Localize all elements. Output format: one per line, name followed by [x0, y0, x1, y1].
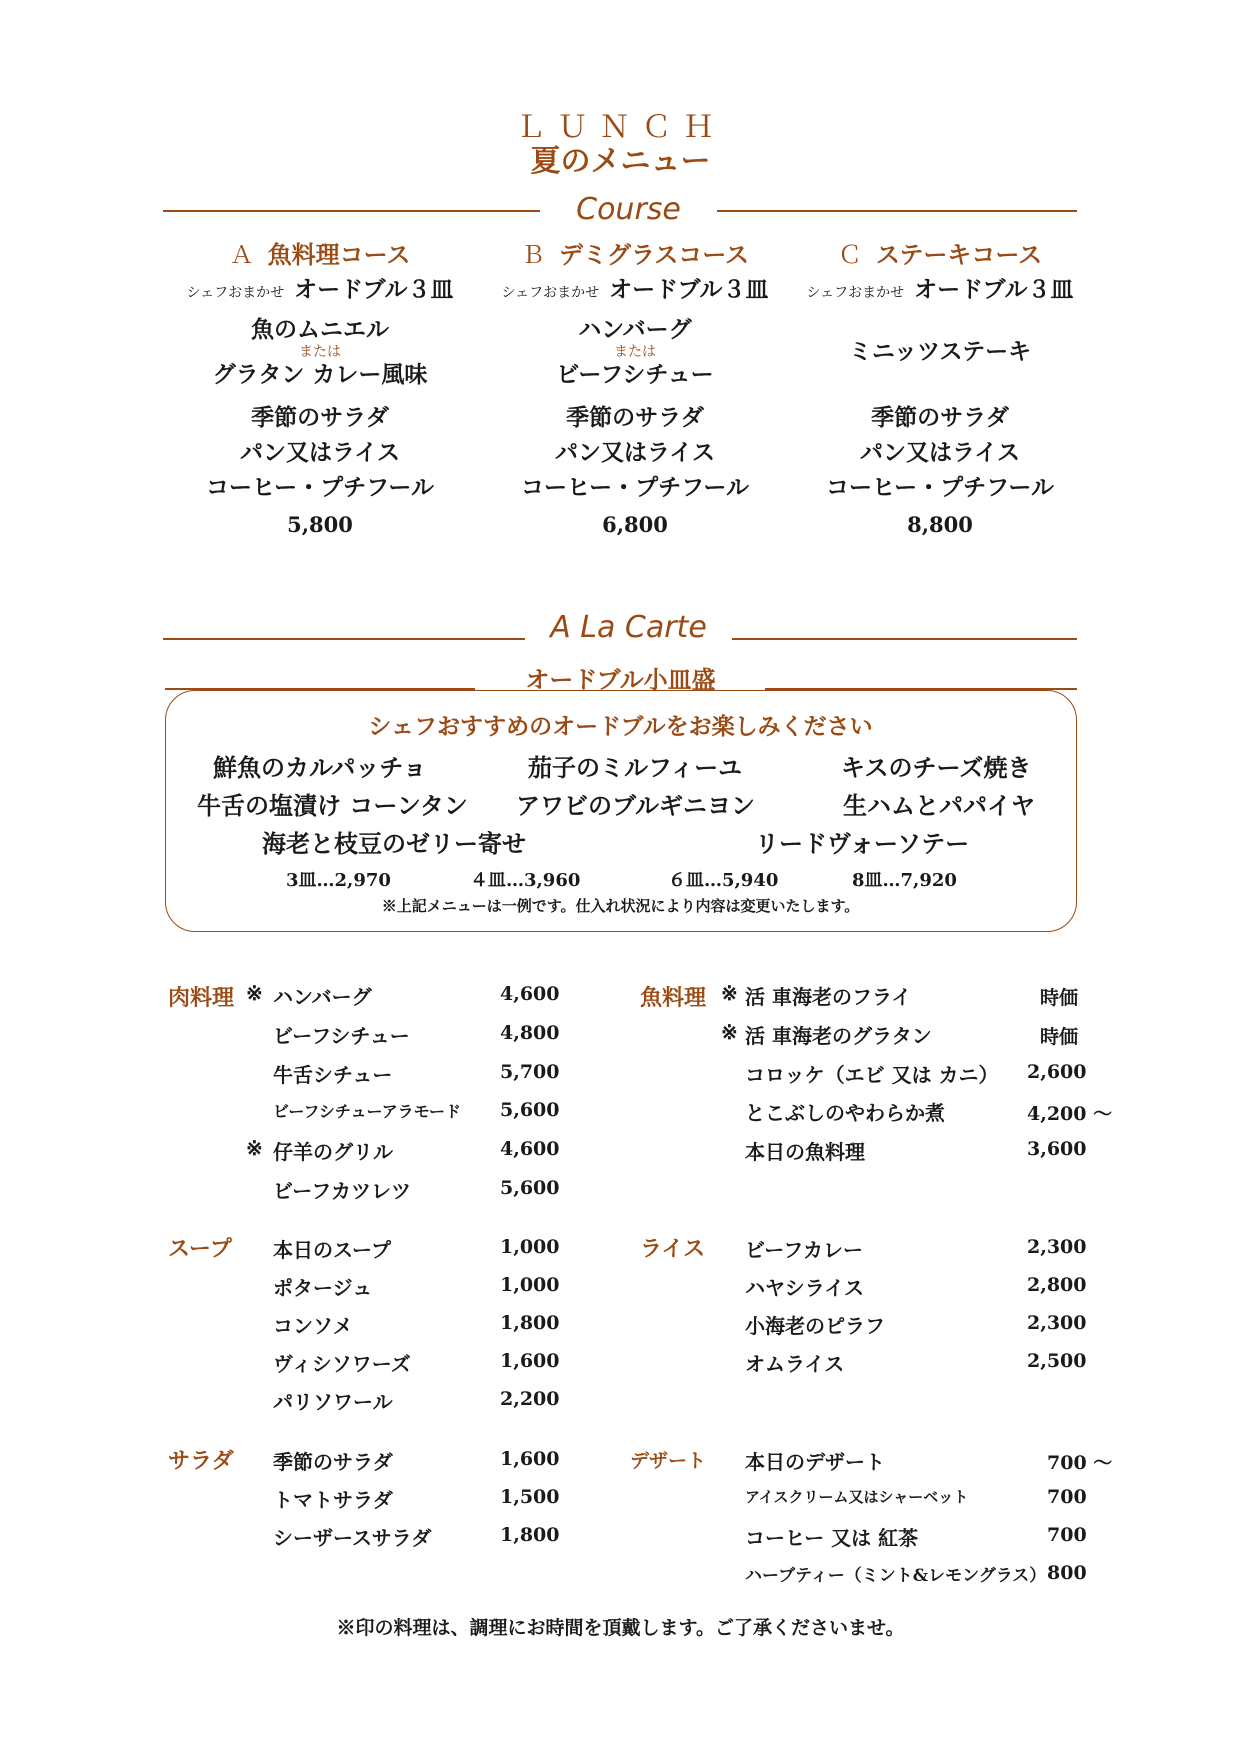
course-salad: 季節のサラダ [871, 404, 1009, 431]
course-coffee: コーヒー・プチフール [206, 474, 434, 501]
note-mark: ※ [246, 981, 263, 1005]
menu-item-name: 小海老のピラフ [745, 1314, 885, 1338]
hors-oeuvre-price: ６皿…5,940 [668, 870, 779, 891]
menu-item-name: ビーフシチュー [273, 1024, 410, 1048]
menu-item-name: アイスクリーム又はシャーベット [745, 1488, 969, 1506]
menu-item-price: 700 ～ [1047, 1452, 1113, 1474]
title-japanese: 夏のメニュー [530, 144, 711, 179]
course-letter: Ｂ [520, 241, 545, 269]
note-mark: ※ [721, 1020, 738, 1044]
menu-item-name: 本日の魚料理 [745, 1140, 865, 1164]
menu-item-name: パリソワール [273, 1390, 393, 1414]
menu-item-name: とこぶしのやわらか煮 [745, 1101, 945, 1125]
menu-item-price: 1,000 [500, 1236, 560, 1258]
main-option-1: 魚のムニエル [251, 315, 389, 343]
menu-item-price: 800 [1047, 1562, 1087, 1584]
category-meat: 肉料理 [168, 985, 235, 1011]
hors-oeuvre-title: オードブル小皿盛 [525, 665, 716, 694]
course-heading [475, 235, 795, 271]
course-hors-oeuvre [475, 271, 795, 305]
course-main-choice [780, 305, 1100, 399]
main-option-1: ミニッツステーキ [848, 338, 1032, 366]
menu-item-price: 5,600 [500, 1099, 560, 1121]
menu-item-price: 2,200 [500, 1388, 560, 1410]
course-hors-oeuvre [780, 271, 1100, 305]
hors-oeuvre-dish: 生ハムとパパイヤ [843, 791, 1035, 820]
chef-choice-label: シェフおまかせ [501, 285, 600, 301]
menu-item-name: 活 車海老のフライ [745, 985, 912, 1009]
menu-item-name: ビーフカレー [745, 1238, 863, 1262]
menu-item-name: 本日のデザート [745, 1450, 885, 1474]
menu-item-name: シーザースサラダ [273, 1526, 432, 1550]
hors-oeuvre-note: ※上記メニューは一例です。仕入れ状況により内容は変更いたします。 [381, 897, 860, 915]
menu-item-name: コンソメ [273, 1314, 353, 1338]
menu-item-price: 5,700 [500, 1061, 560, 1083]
menu-item-name: コーヒー 又は 紅茶 [745, 1526, 919, 1550]
menu-item-name: 仔羊のグリル [273, 1140, 393, 1164]
menu-item-name: トマトサラダ [273, 1488, 393, 1512]
menu-item-name: 牛舌シチュー [273, 1063, 393, 1087]
menu-item-price: 2,600 [1027, 1061, 1087, 1083]
hors-oeuvre-dish: キスのチーズ焼き [841, 753, 1032, 782]
main-option-2: グラタン カレー風味 [212, 361, 428, 388]
chef-choice-label: シェフおまかせ [806, 285, 905, 301]
course-column-a [160, 235, 480, 537]
menu-item-price: 1,600 [500, 1448, 560, 1470]
menu-item-name: ビーフカツレツ [273, 1179, 411, 1203]
menu-item-price: 1,800 [500, 1312, 560, 1334]
chef-choice-label: シェフおまかせ [186, 285, 285, 301]
hors-oeuvre-dish: 牛舌の塩漬け コーンタン [197, 791, 468, 820]
or-label: または [614, 344, 656, 360]
menu-item-name: ビーフシチューアラモード [273, 1102, 462, 1121]
hors-oeuvre-dish: リードヴォーソテー [755, 829, 970, 858]
hors-oeuvre-price: 8皿…7,920 [852, 870, 957, 891]
main-option-1: ハンバーグ [578, 315, 692, 343]
course-name: ステーキコース [875, 240, 1043, 269]
course-heading [780, 235, 1100, 271]
course-name: デミグラスコース [558, 240, 750, 269]
course-column-b [475, 235, 795, 537]
course-price: 5,800 [287, 512, 353, 537]
menu-item-price: 4,600 [500, 983, 560, 1005]
course-coffee: コーヒー・プチフール [521, 474, 749, 501]
hors-oeuvre-price: 3皿…2,970 [286, 870, 391, 891]
hors-oeuvre-dish: 鮮魚のカルパッチョ [213, 753, 427, 782]
section-heading-course: Course [576, 192, 681, 227]
menu-item-price: 5,600 [500, 1177, 560, 1199]
hors-oeuvre-dish: 海老と枝豆のゼリー寄せ [262, 829, 526, 858]
menu-item-price: 1,800 [500, 1524, 560, 1546]
hors-oeuvre-dish: 茄子のミルフィーユ [528, 753, 743, 782]
note-mark: ※ [246, 1136, 263, 1160]
menu-item-price: 700 [1047, 1486, 1087, 1508]
course-letter: Ａ [229, 241, 254, 269]
category-salad: サラダ [168, 1448, 234, 1474]
menu-item-name: ハーブティー（ミント&レモングラス） [745, 1566, 1047, 1586]
course-price: 8,800 [907, 512, 973, 537]
menu-item-price: 4,800 [500, 1022, 560, 1044]
menu-item-price: 4,600 [500, 1138, 560, 1160]
course-bread: パン又はライス [239, 439, 401, 466]
menu-item-price: 4,200 ～ [1027, 1103, 1113, 1125]
course-name: 魚料理コース [267, 240, 411, 269]
course-salad: 季節のサラダ [251, 404, 389, 431]
category-dessert: デザート [630, 1450, 707, 1472]
menu-item-price: 1,500 [500, 1486, 560, 1508]
menu-item-name: ポタージュ [273, 1276, 373, 1300]
or-label: または [299, 344, 341, 360]
divider-line [163, 210, 540, 212]
menu-item-name: ヴィシソワーズ [273, 1352, 411, 1376]
course-column-c [780, 235, 1100, 537]
menu-item-name: ハヤシライス [745, 1276, 864, 1300]
hors-oeuvre-label: オードブル３皿 [609, 276, 769, 303]
note-mark: ※ [721, 981, 738, 1005]
divider-line [163, 638, 525, 640]
course-main-choice [160, 305, 480, 399]
footer-note: ※印の料理は、調理にお時間を頂戴します。ご了承くださいませ。 [336, 1617, 905, 1639]
category-rice: ライス [640, 1236, 706, 1262]
menu-item-name: 季節のサラダ [273, 1450, 393, 1474]
menu-item-name: コロッケ（エビ 又は カニ） [745, 1063, 999, 1087]
category-fish: 魚料理 [640, 985, 707, 1011]
main-option-2: ビーフシチュー [556, 361, 714, 388]
title-english: ＬＵＮＣＨ [515, 110, 726, 145]
divider-line [717, 210, 1077, 212]
menu-item-price: 1,600 [500, 1350, 560, 1372]
menu-item-price: 2,300 [1027, 1236, 1087, 1258]
course-salad: 季節のサラダ [566, 404, 704, 431]
course-hors-oeuvre [160, 271, 480, 305]
category-soup: スープ [168, 1236, 232, 1262]
course-heading [160, 235, 480, 271]
menu-item-price: 3,600 [1027, 1138, 1087, 1160]
divider-line [732, 638, 1077, 640]
hors-oeuvre-subtitle: シェフおすすめのオードブルをお楽しみください [368, 713, 873, 740]
course-main-choice [475, 305, 795, 399]
menu-item-price: 2,300 [1027, 1312, 1087, 1334]
menu-item-price: 2,500 [1027, 1350, 1087, 1372]
course-letter: Ｃ [837, 241, 862, 269]
course-bread: パン又はライス [859, 439, 1021, 466]
menu-item-price: 時価 [1040, 1026, 1079, 1048]
course-coffee: コーヒー・プチフール [826, 474, 1054, 501]
menu-item-price: 時価 [1040, 987, 1079, 1009]
course-price: 6,800 [602, 512, 668, 537]
menu-item-name: 本日のスープ [273, 1238, 391, 1262]
menu-item-price: 2,800 [1027, 1274, 1087, 1296]
hors-oeuvre-dish: アワビのブルギニヨン [516, 791, 756, 820]
menu-item-name: ハンバーグ [273, 985, 372, 1009]
section-heading-alacarte: A La Carte [550, 610, 707, 645]
menu-item-name: 活 車海老のグラタン [745, 1024, 932, 1048]
hors-oeuvre-label: オードブル３皿 [914, 276, 1074, 303]
hors-oeuvre-price: ４皿…3,960 [470, 870, 581, 891]
hors-oeuvre-label: オードブル３皿 [294, 276, 454, 303]
course-bread: パン又はライス [554, 439, 716, 466]
menu-item-name: オムライス [745, 1352, 845, 1376]
menu-item-price: 700 [1047, 1524, 1087, 1546]
menu-item-price: 1,000 [500, 1274, 560, 1296]
